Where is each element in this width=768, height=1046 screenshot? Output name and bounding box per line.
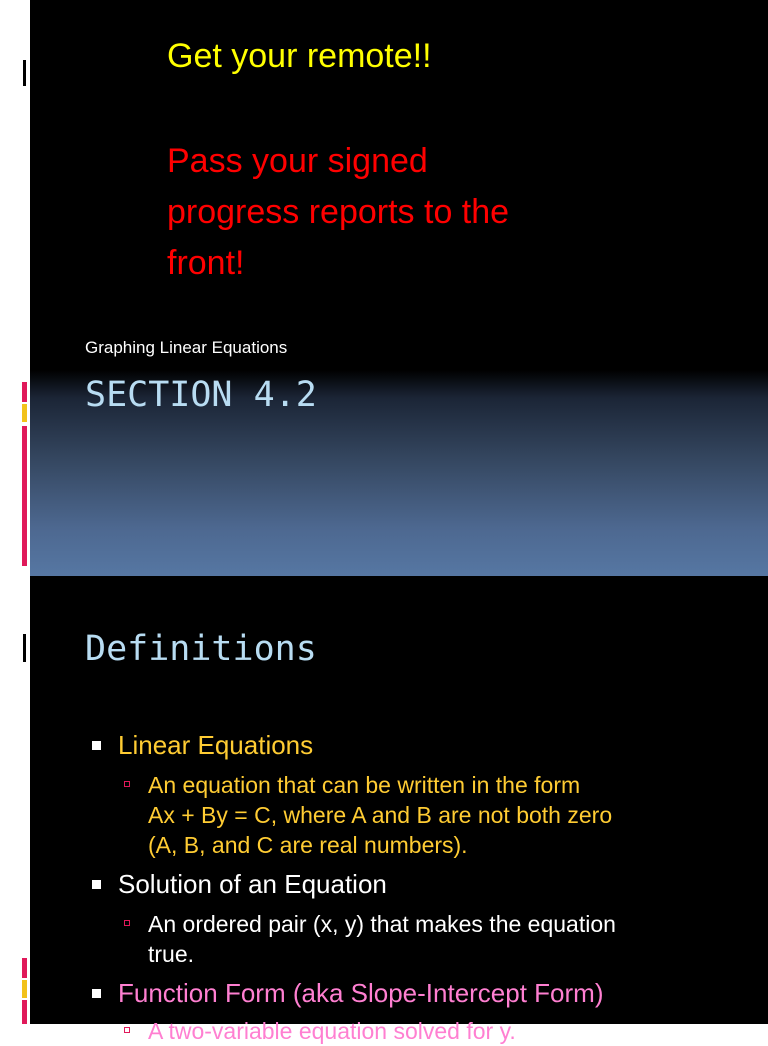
hollow-bullet-icon xyxy=(124,781,130,787)
slide-reminders xyxy=(30,0,768,288)
pass-line-2: progress reports to the xyxy=(167,193,510,231)
definition-line: A two-variable equation solved for y. xyxy=(148,1018,516,1044)
slide-marker-line xyxy=(23,634,26,662)
definition-body xyxy=(124,770,724,860)
definition-term: Linear Equations xyxy=(118,730,314,760)
accent-bar-pink xyxy=(22,1000,27,1024)
hollow-bullet-icon xyxy=(124,1027,130,1033)
definition-line: Ax + By = C, where A and B are not both zero xyxy=(148,802,613,828)
accent-mark-pink xyxy=(22,958,27,978)
section-title: SECTION 4.2 xyxy=(85,375,317,415)
list-item-function-form xyxy=(92,977,604,1009)
list-item-solution-of-equation xyxy=(92,868,387,900)
definition-term: Function Form (aka Slope-Intercept Form) xyxy=(118,978,604,1008)
definition-body xyxy=(124,909,724,969)
accent-mark-yellow xyxy=(22,404,27,422)
accent-bar-pink xyxy=(22,426,27,566)
pass-line-1: Pass your signed xyxy=(167,142,428,180)
list-item-linear-equations xyxy=(92,729,313,761)
slide-section-title xyxy=(30,288,768,576)
remote-reminder: Get your remote!! xyxy=(167,37,432,75)
hollow-bullet-icon xyxy=(124,920,130,926)
definition-line: true. xyxy=(148,941,195,967)
progress-report-reminder xyxy=(167,136,607,289)
definitions-title: Definitions xyxy=(85,629,317,669)
definition-line: (A, B, and C are real numbers). xyxy=(148,832,468,858)
definition-line: An equation that can be written in the form xyxy=(148,772,581,798)
bullet-square-icon xyxy=(92,989,101,998)
definition-line: An ordered pair (x, y) that makes the equation xyxy=(148,911,616,937)
pass-line-3: front! xyxy=(167,244,245,282)
section-subtitle: Graphing Linear Equations xyxy=(85,338,288,357)
definition-body xyxy=(124,1016,724,1046)
accent-mark-yellow xyxy=(22,980,27,998)
slide-definitions xyxy=(30,576,768,1044)
slide-marker-line xyxy=(23,60,26,86)
bullet-square-icon xyxy=(92,741,101,750)
accent-mark-pink xyxy=(22,382,27,402)
definition-term: Solution of an Equation xyxy=(118,869,387,899)
bullet-square-icon xyxy=(92,880,101,889)
